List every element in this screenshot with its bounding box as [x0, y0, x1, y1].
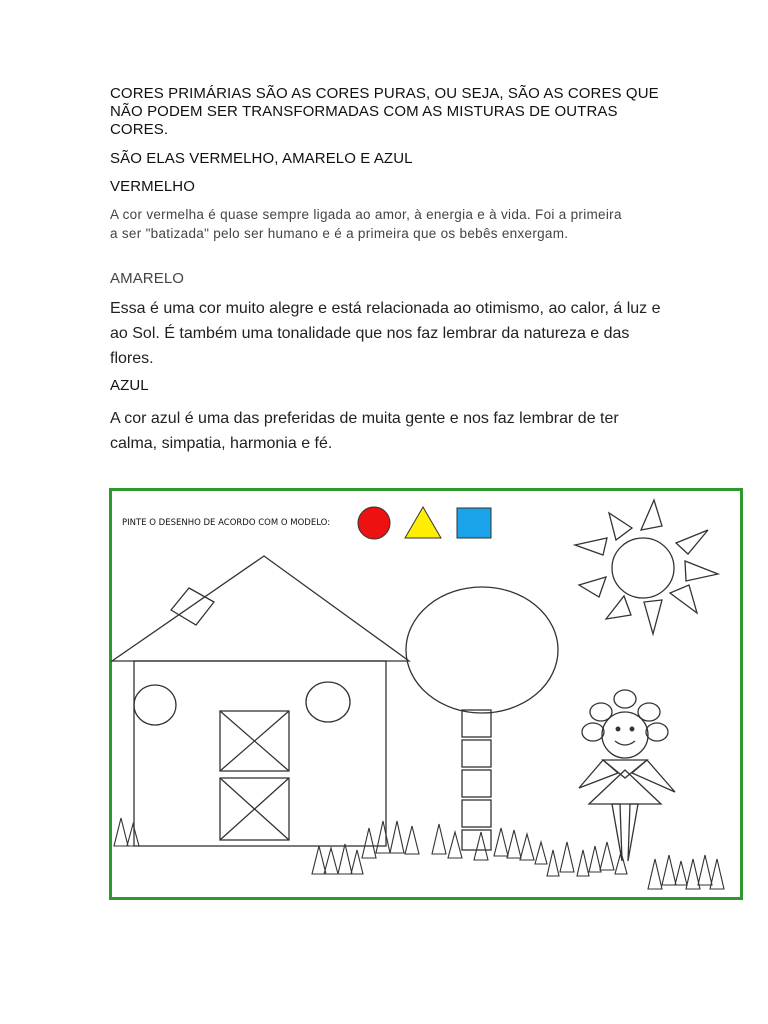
primary-colors-list: SÃO ELAS VERMELHO, AMARELO E AZUL	[110, 150, 413, 167]
red-circle-icon	[358, 507, 390, 539]
heading-vermelho: VERMELHO	[110, 178, 195, 195]
blue-square-icon	[457, 508, 491, 538]
paragraph-vermelho: A cor vermelha é quase sempre ligada ao amor, à energia e à vida. Foi a primeira a ser "batizada" pelo ser humano e é a primeira que os bebês enxergam.	[110, 207, 622, 241]
heading-azul: AZUL	[110, 377, 149, 394]
color-model	[358, 507, 491, 539]
worksheet-border	[111, 490, 742, 899]
girl-eye	[630, 727, 634, 731]
coloring-drawing	[109, 488, 743, 900]
intro-paragraph: CORES PRIMÁRIAS SÃO AS CORES PURAS, OU SEJA, SÃO AS CORES QUE NÃO PODEM SER TRANSFORMADAS COM AS MISTURAS DE OUTRAS CORES.	[110, 85, 659, 138]
worksheet-instruction: PINTE O DESENHO DE ACORDO COM O MODELO:	[122, 518, 331, 528]
girl-eye	[616, 727, 620, 731]
coloring-worksheet	[109, 488, 743, 900]
paragraph-azul: A cor azul é uma das preferidas de muita gente e nos faz lembrar de ter calma, simpatia, harmonia e fé.	[110, 410, 619, 452]
heading-amarelo: AMARELO	[110, 270, 185, 287]
paragraph-amarelo: Essa é uma cor muito alegre e está relacionada ao otimismo, ao calor, á luz e ao Sol. É também uma tonalidade que nos faz lembrar da natureza e das flores.	[110, 300, 661, 367]
